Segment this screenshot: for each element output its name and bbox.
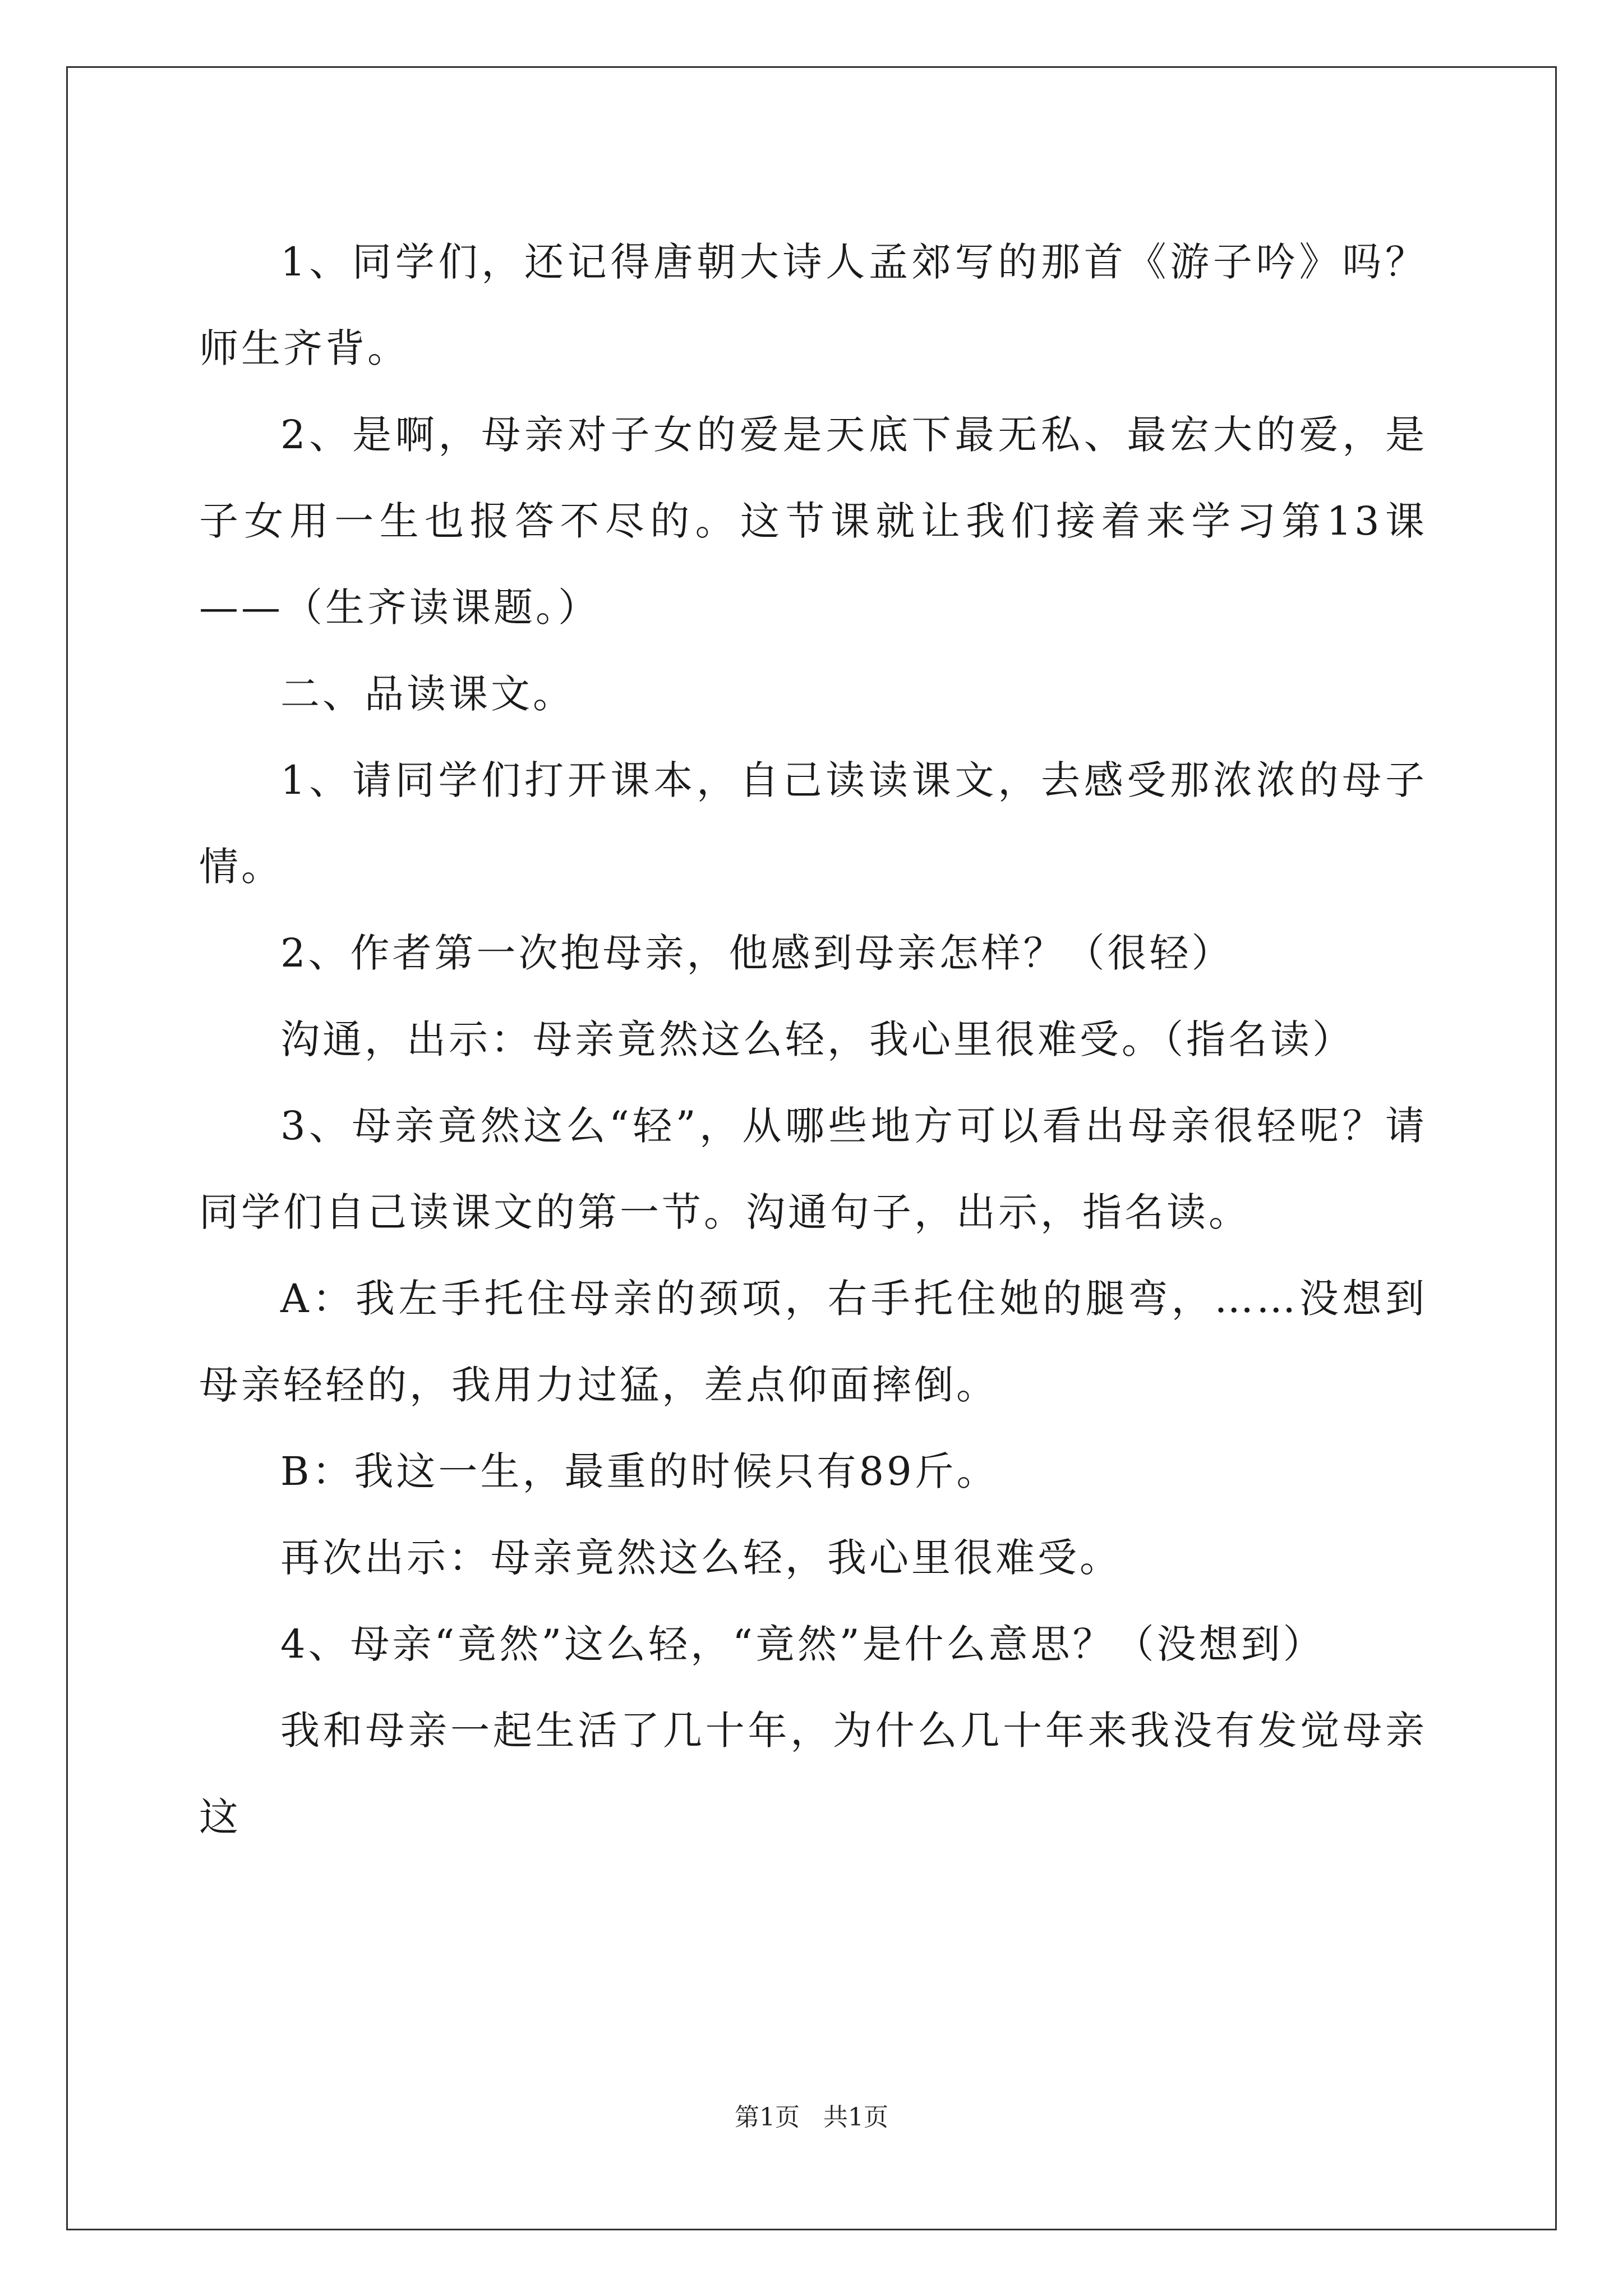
paragraph: 4、母亲“竟然”这么轻，“竟然”是什么意思？（没想到）	[280, 1621, 1325, 1667]
paragraph: 2、作者第一次抱母亲，他感到母亲怎样？（很轻）	[280, 930, 1234, 976]
page-count: 共1页	[823, 2103, 888, 2132]
paragraph: 2、是啊，母亲对子女的爱是天底下最无私、最宏大的爱，是子女用一生也报答不尽的。这节课就让我们接着来学习第13课——（生齐读课题。）	[199, 412, 1427, 631]
page-footer	[0, 2097, 1623, 2133]
page-number: 第1页	[735, 2103, 800, 2132]
paragraph: 1、同学们，还记得唐朝大诗人孟郊写的那首《游子吟》吗？师生齐背。	[199, 239, 1427, 371]
paragraph: 3、母亲竟然这么“轻”，从哪些地方可以看出母亲很轻呢？请同学们自己读课文的第一节。沟通句子，出示，指名读。	[199, 1103, 1427, 1235]
paragraph: 我和母亲一起生活了几十年，为什么几十年来我没有发觉母亲这	[199, 1708, 1427, 1840]
paragraph: 再次出示：母亲竟然这么轻，我心里很难受。	[280, 1535, 1122, 1581]
document-body	[199, 219, 1427, 1860]
paragraph: 沟通，出示：母亲竟然这么轻，我心里很难受。（指名读）	[280, 1016, 1354, 1062]
paragraph: A：我左手托住母亲的颈项，右手托住她的腿弯，……没想到母亲轻轻的，我用力过猛，差点仰面摔倒。	[199, 1276, 1427, 1408]
paragraph: B：我这一生，最重的时候只有89斤。	[280, 1448, 999, 1494]
paragraph: 1、请同学们打开课本，自己读读课文，去感受那浓浓的母子情。	[199, 757, 1427, 890]
section-heading: 二、品读课文。	[280, 671, 575, 717]
